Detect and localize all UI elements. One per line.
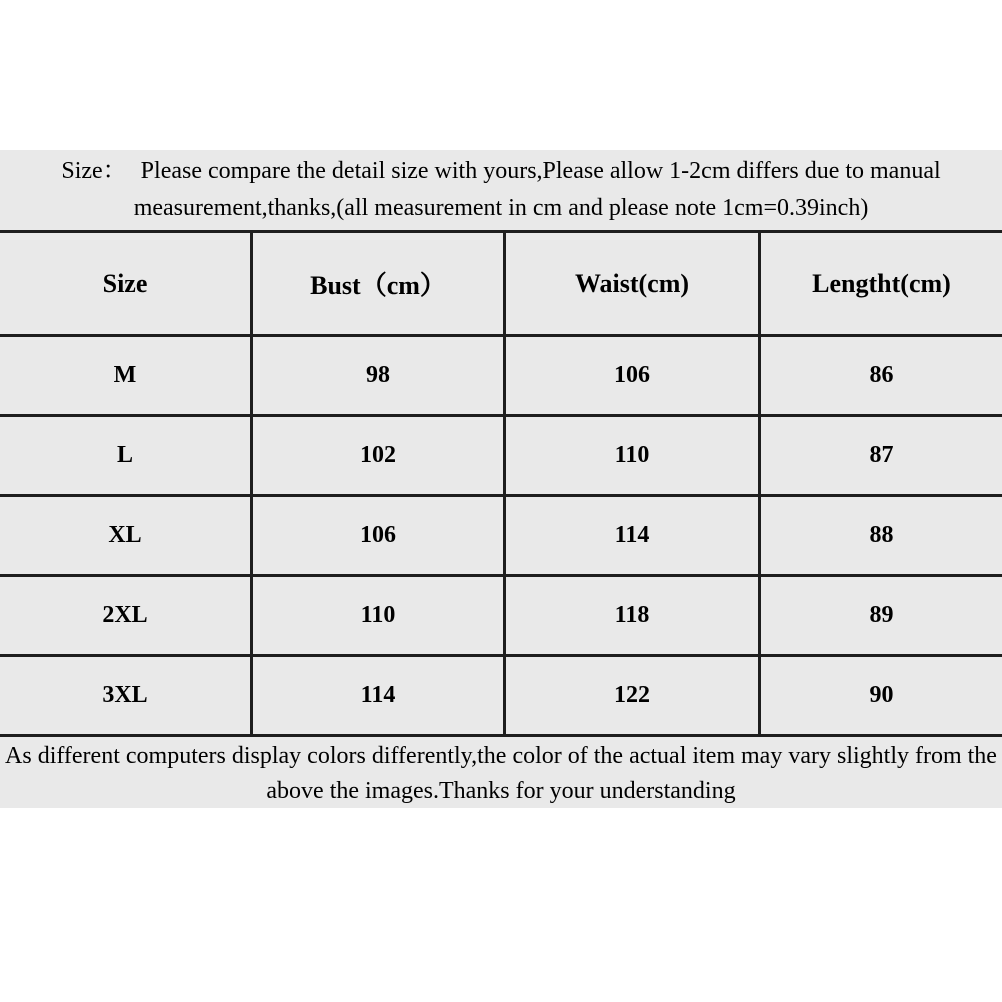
length-cell: 88 [761,497,1002,574]
notice-text: Please compare the detail size with yours,Please allow 1-2cm differs due to manual measurement,thanks,(all measurement in cm and please note 1cm=0.39inch) [133,158,941,221]
bust-cell: 110 [253,577,503,654]
size-cell: 2XL [0,577,250,654]
disclaimer-text: As different computers display colors differently,the color of the actual item may vary slightly from the above the images.Thanks for your understanding [5,743,997,804]
column-header-length: Lengtht(cm) [761,233,1002,334]
size-cell: L [0,417,250,494]
bust-cell: 102 [253,417,503,494]
waist-cell: 106 [506,337,758,414]
length-cell: 86 [761,337,1002,414]
size-notice-band [0,150,1002,230]
waist-cell: 122 [506,657,758,734]
color-disclaimer-band [0,737,1002,808]
column-header-size: Size [0,233,250,334]
length-cell: 87 [761,417,1002,494]
column-header-waist: Waist(cm) [506,233,758,334]
bust-cell: 98 [253,337,503,414]
bust-cell: 114 [253,657,503,734]
size-cell: M [0,337,250,414]
waist-cell: 110 [506,417,758,494]
size-cell: 3XL [0,657,250,734]
length-cell: 90 [761,657,1002,734]
waist-cell: 114 [506,497,758,574]
notice-size-label: Size： [61,158,127,184]
column-header-bust: Bust（cm） [253,233,503,334]
size-cell: XL [0,497,250,574]
waist-cell: 118 [506,577,758,654]
length-cell: 89 [761,577,1002,654]
size-table [0,230,1002,737]
bust-cell: 106 [253,497,503,574]
